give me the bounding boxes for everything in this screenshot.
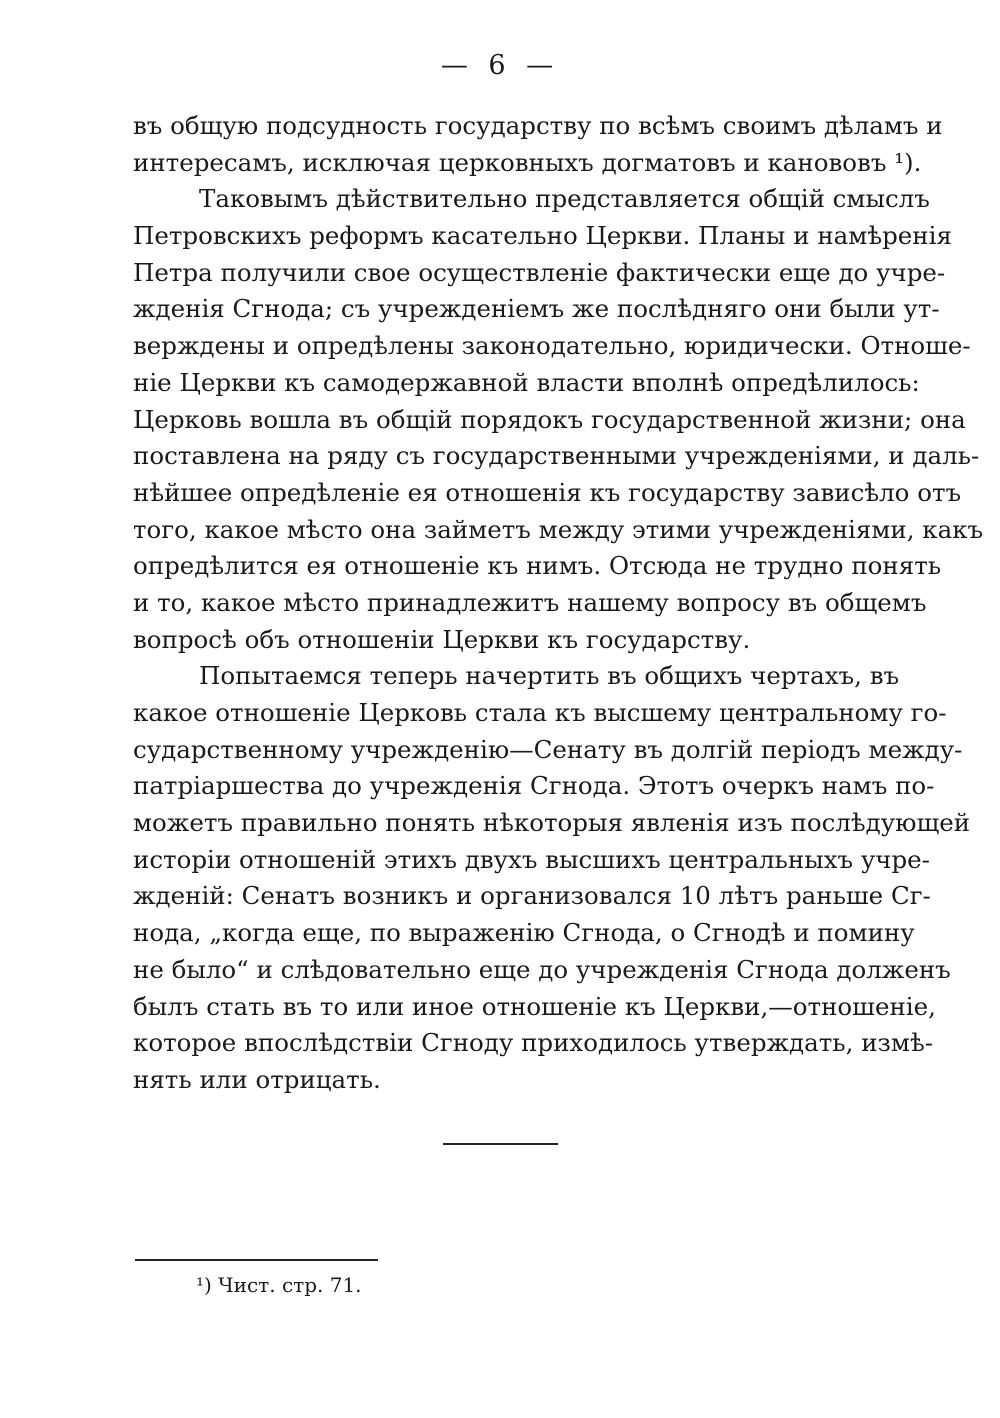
text-line: жденія Сгнода; съ учрежденіемъ же послѣдняго они были ут- <box>133 294 940 324</box>
text-line: не было“ и слѣдовательно еще до учрежденія Сгнода долженъ <box>133 954 951 984</box>
text-line: Петра получили свое осуществленіе фактически еще до учре- <box>133 257 946 287</box>
text-line: Церковь вошла въ общій порядокъ государственной жизни; она <box>133 404 966 434</box>
text-line: вопросѣ объ отношеніи Церкви къ государству. <box>133 624 751 654</box>
text-line: можетъ правильно понять нѣкоторыя явленія изъ послѣдующей <box>133 808 971 838</box>
footnote: ¹) Чист. стр. 71. <box>196 1273 362 1297</box>
text-line: Попытаемся теперь начертить въ общихъ чертахъ, въ <box>199 661 900 691</box>
text-line: верждены и опредѣлены законодательно, юридически. Отноше- <box>133 331 971 361</box>
text-line: того, какое мѣсто она займетъ между этими учрежденіями, какъ <box>133 514 984 544</box>
text-line: какое отношеніе Церковь стала къ высшему центральному го- <box>133 698 947 727</box>
footnote-rule <box>135 1259 378 1261</box>
text-line: Таковымъ дѣйствительно представляется общій смыслъ <box>199 184 930 214</box>
text-line: опредѣлится ея отношеніе къ нимъ. Отсюда не трудно понять <box>133 551 942 581</box>
text-line: нять или отрицать. <box>133 1064 381 1094</box>
text-line: которое впослѣдствіи Сгноду приходилось утверждать, измѣ- <box>133 1028 934 1058</box>
text-line: былъ стать въ то или иное отношеніе къ Церкви,—отношеніе, <box>133 991 936 1021</box>
text-line: исторіи отношеній этихъ двухъ высшихъ центральныхъ учре- <box>133 844 930 874</box>
text-line: нѣйшее опредѣленіе ея отношенія къ государству зависѣло отъ <box>133 477 962 507</box>
text-line: поставлена на ряду съ государственными учрежденіями, и даль- <box>133 441 980 471</box>
main-text <box>133 108 984 1099</box>
text-line: интересамъ, исключая церковныхъ догматовъ и канововъ ¹). <box>133 147 922 177</box>
text-line: сударственному учрежденію—Сенату въ долгій періодъ между- <box>133 734 963 764</box>
text-line: жденій: Сенатъ возникъ и организовался 10 лѣтъ раньше Сг- <box>133 881 931 911</box>
text-line: Петровскихъ реформъ касательно Церкви. Планы и намѣренія <box>133 221 952 251</box>
text-line: и то, какое мѣсто принадлежитъ нашему вопросу въ общемъ <box>133 587 927 617</box>
text-line: ніе Церкви къ самодержавной власти вполнѣ опредѣлилось: <box>133 367 920 397</box>
text-line: въ общую подсудность государству по всѣмъ своимъ дѣламъ и <box>133 111 943 140</box>
section-divider <box>443 1143 558 1145</box>
text-line: нода, „когда еще, по выраженію Сгнода, о Сгнодѣ и помину <box>133 918 915 948</box>
text-line: патріаршества до учрежденія Сгнода. Этотъ очеркъ намъ по- <box>133 771 935 801</box>
page-number: — 6 — <box>440 50 560 81</box>
